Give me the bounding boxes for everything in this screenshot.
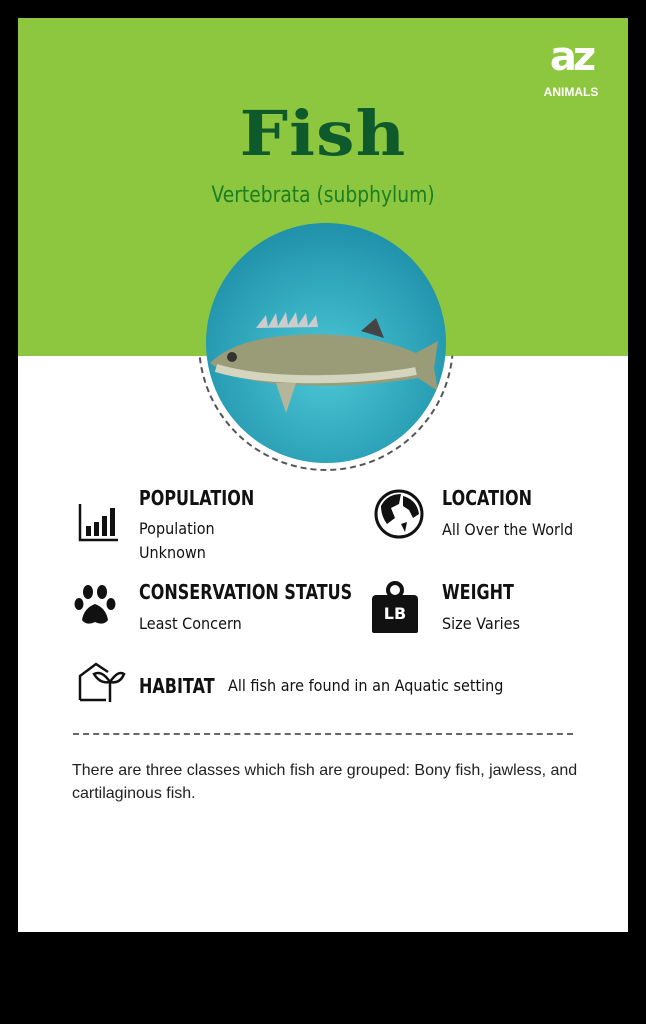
page-title: Fish [239, 97, 407, 170]
description: There are three classes which fish are grouped: Bony fish, jawless, and cartilaginous fish. [72, 762, 578, 802]
location-value: All Over the World [442, 520, 574, 539]
habitat-value: All fish are found in an Aquatic setting [228, 676, 504, 695]
fish-photo [206, 223, 446, 463]
population-value-line1: Population [139, 519, 215, 538]
animal-card [18, 18, 628, 932]
weight-label: WEIGHT [442, 580, 514, 604]
location-label: LOCATION [442, 486, 532, 510]
bar-chart-icon [78, 502, 120, 544]
weight-icon [372, 581, 418, 633]
habitat-label: HABITAT [139, 674, 215, 698]
habitat-house-plant-icon [78, 660, 126, 704]
conservation-status-label: CONSERVATION STATUS [139, 580, 353, 604]
fish-illustration [206, 223, 446, 463]
weight-icon-text: LB [372, 595, 418, 633]
logo-mark: az [549, 34, 593, 80]
conservation-status-value: Least Concern [139, 614, 242, 633]
subtitle: Vertebrata (subphylum) [211, 183, 435, 208]
dashed-divider [73, 733, 573, 735]
population-label: POPULATION [139, 486, 255, 510]
paw-icon [74, 584, 118, 628]
globe-icon [373, 488, 425, 540]
weight-value: Size Varies [442, 614, 520, 633]
az-animals-logo[interactable] [534, 32, 608, 100]
logo-text: ANIMALS [543, 85, 599, 99]
population-value-line2: Unknown [139, 543, 206, 562]
